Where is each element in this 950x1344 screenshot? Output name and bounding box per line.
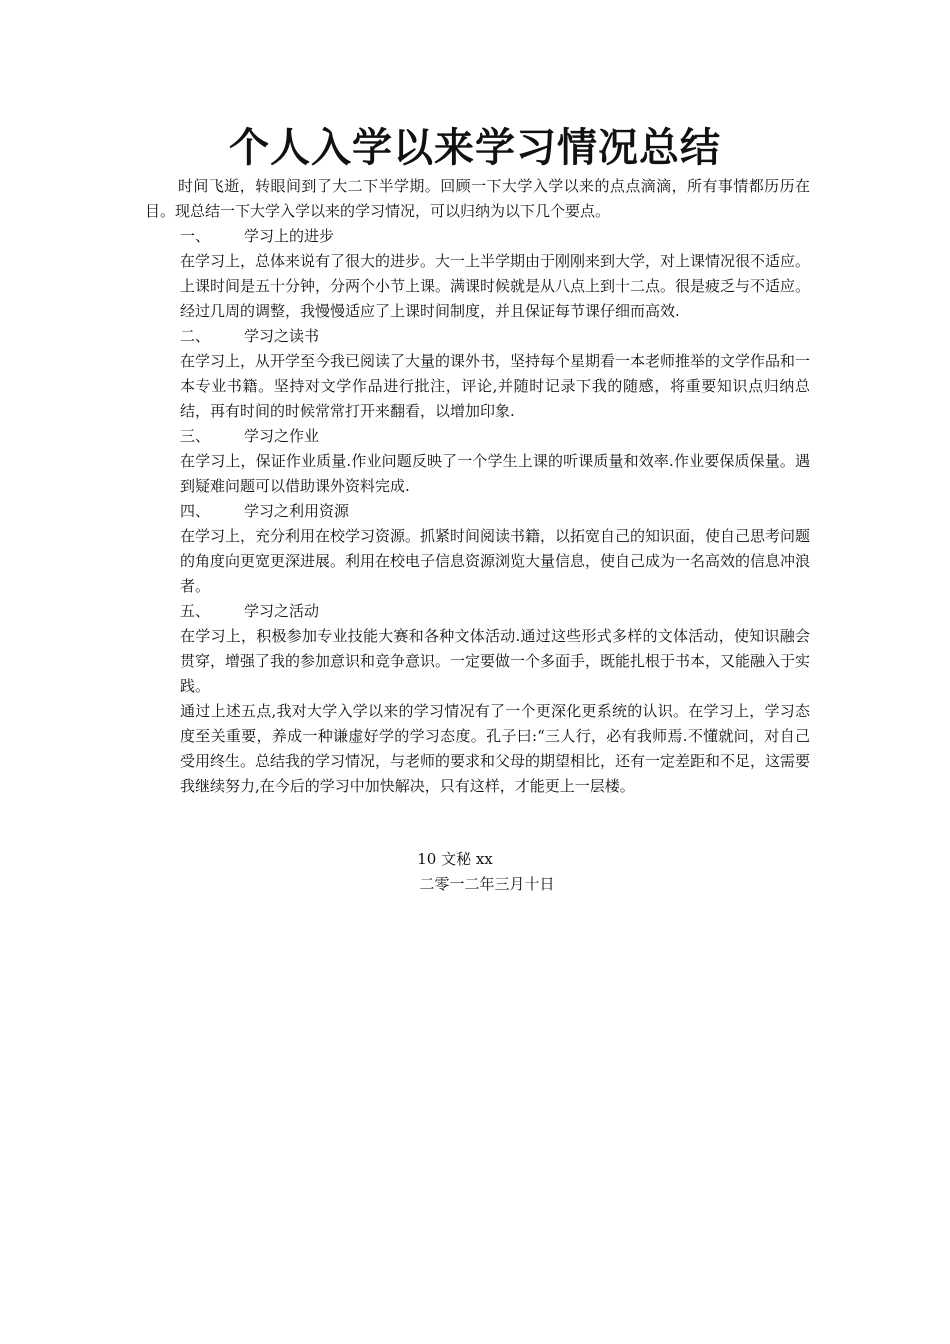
- section-title: 学习之活动: [244, 602, 320, 620]
- document-body: [180, 224, 810, 799]
- section-paragraph-4: 在学习上，充分利用在校学习资源。抓紧时间阅读书籍，以拓宽自己的知识面，使自己思考问题的角度向更宽更深进展。利用在校电子信息资源浏览大量信息，使自己成为一名高效的信息冲浪者。: [180, 527, 811, 595]
- section-title: 学习之读书: [244, 327, 320, 345]
- section-title: 学习之利用资源: [244, 502, 350, 520]
- document-title: 个人入学以来学习情况总结: [229, 124, 721, 171]
- signature-date: 二零一二年三月十日: [419, 875, 555, 893]
- section-heading-4: [180, 499, 810, 524]
- section-paragraph-2: 在学习上，从开学至今我已阅读了大量的课外书，坚持每个星期看一本老师推举的文学作品和一本专业书籍。坚持对文学作品进行批注，评论,并随时记录下我的随感，将重要知识点归纳总结，再有时间的时候常常打开来翻看，以增加印象.: [180, 352, 811, 420]
- conclusion-paragraph: 通过上述五点,我对大学入学以来的学习情况有了一个更深化更系统的认识。在学习上，学习态度至关重要，养成一种谦虚好学的学习态度。孔子曰:“三人行，必有我师焉.不懂就问，对自己受用终生。总结我的学习情况，与老师的要求和父母的期望相比，还有一定差距和不足，这需要我继续努力,在今后的学习中加快解决，只有这样，才能更上一层楼。: [180, 702, 811, 795]
- section-number: 二、: [180, 327, 211, 345]
- section-number: 四、: [180, 502, 211, 520]
- section-number: 三、: [180, 427, 211, 445]
- section-title: 学习上的进步: [244, 227, 335, 245]
- section-heading-3: [180, 424, 810, 449]
- section-paragraph-1: 在学习上，总体来说有了很大的进步。大一上半学期由于刚刚来到大学，对上课情况很不适应。上课时间是五十分钟，分两个小节上课。满课时候就是从八点上到十二点。很是疲乏与不适应。经过几周的调整，我慢慢适应了上课时间制度，并且保证每节课仔细而高效.: [180, 252, 811, 320]
- signature-name: 10 文秘 xx: [417, 850, 493, 868]
- section-number: 五、: [180, 602, 211, 620]
- intro-paragraph: 时间飞逝，转眼间到了大二下半学期。回顾一下大学入学以来的点点滴滴，所有事情都历历在目。现总结一下大学入学以来的学习情况，可以归纳为以下几个要点。: [145, 177, 810, 220]
- section-number: 一、: [180, 227, 211, 245]
- section-heading-2: [180, 324, 810, 349]
- section-title: 学习之作业: [244, 427, 320, 445]
- section-heading-1: [180, 224, 810, 249]
- section-paragraph-3: 在学习上，保证作业质量.作业问题反映了一个学生上课的听课质量和效率.作业要保质保量。遇到疑难问题可以借助课外资料完成.: [180, 452, 810, 495]
- section-paragraph-5: 在学习上，积极参加专业技能大赛和各种文体活动.通过这些形式多样的文体活动，使知识融会贯穿，增强了我的参加意识和竞争意识。一定要做一个多面手，既能扎根于书本，又能融入于实践。: [180, 627, 811, 695]
- section-heading-5: [180, 599, 810, 624]
